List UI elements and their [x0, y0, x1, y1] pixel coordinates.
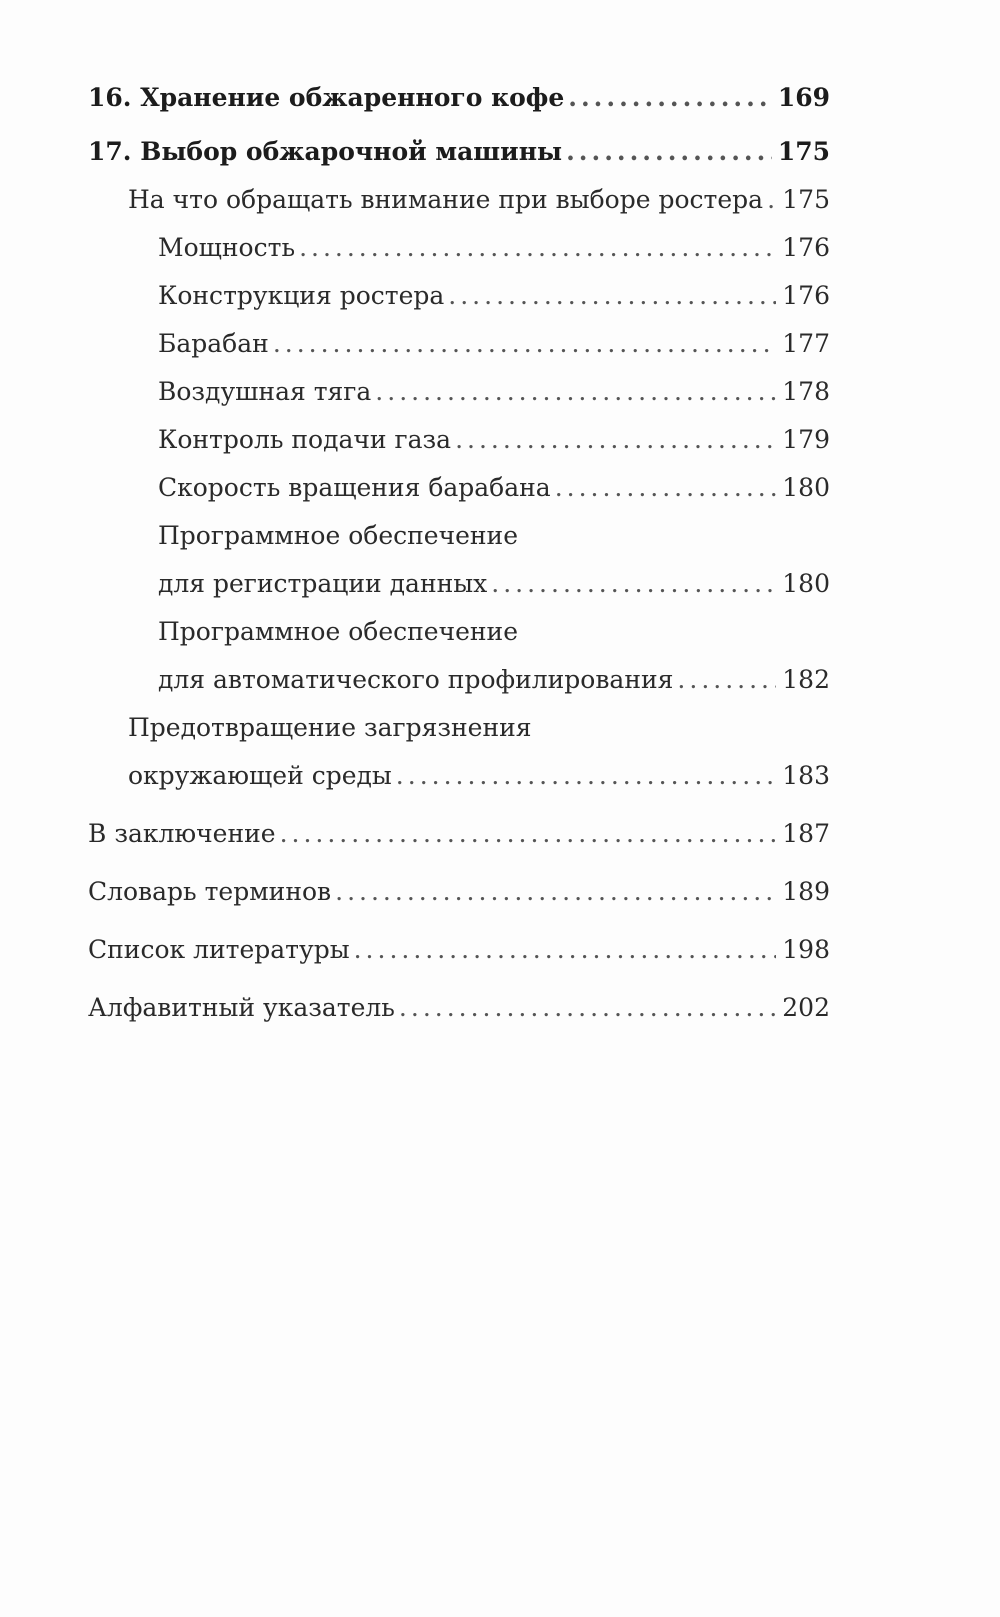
dot-leader — [375, 372, 776, 412]
dot-leader — [455, 420, 776, 460]
toc-entry-title: Алфавитный указатель — [88, 993, 395, 1022]
dot-leader — [491, 564, 776, 604]
toc-entry-back-matter[interactable] — [88, 930, 830, 970]
dot-leader — [677, 660, 776, 700]
toc-entry-subsection[interactable] — [88, 420, 830, 460]
dot-leader — [767, 180, 776, 220]
dot-leader — [335, 872, 776, 912]
toc-entry-page: 176 — [782, 233, 830, 262]
toc-entry-back-matter[interactable] — [88, 988, 830, 1028]
toc-entry-page: 180 — [782, 473, 830, 502]
dot-leader — [396, 756, 776, 796]
toc-entry-title: На что обращать внимание при выборе ростера — [128, 185, 764, 214]
dot-leader — [354, 930, 777, 970]
toc-entry-subsection[interactable] — [88, 276, 830, 316]
toc-entry-page: 180 — [782, 569, 830, 598]
toc-entry-title: Конструкция ростера — [158, 281, 445, 310]
toc-entry-back-matter[interactable] — [88, 814, 830, 854]
toc-entry-title: В заключение — [88, 819, 276, 848]
toc-entry-subsection[interactable] — [88, 228, 830, 268]
toc-entry-chapter-16[interactable] — [88, 78, 830, 118]
toc-entry-page: 177 — [782, 329, 830, 358]
toc-entry-title: 17. Выбор обжарочной машины — [88, 137, 563, 166]
toc-entry-chapter-17[interactable] — [88, 132, 830, 172]
toc-entry-page: 198 — [782, 935, 830, 964]
toc-entry-title: Мощность — [158, 233, 296, 262]
toc-entry-title-line2: для регистрации данных — [158, 569, 488, 598]
toc-entry-page: 182 — [782, 665, 830, 694]
toc-entry-subsection[interactable] — [88, 612, 830, 700]
dot-leader — [299, 228, 776, 268]
dot-leader — [566, 132, 772, 172]
dot-leader — [399, 988, 776, 1028]
toc-entry-title: Контроль подачи газа — [158, 425, 452, 454]
toc-entry-page: 175 — [782, 185, 830, 214]
toc-entry-page: 175 — [777, 137, 830, 166]
toc-entry-subsection[interactable] — [88, 468, 830, 508]
toc-entry-title-line2: для автоматического профилирования — [158, 665, 674, 694]
toc-entry-section[interactable] — [88, 708, 830, 796]
toc-entry-subsection[interactable] — [88, 516, 830, 604]
toc-entry-page: 169 — [777, 83, 830, 112]
toc-entry-section[interactable] — [88, 180, 830, 220]
toc-entry-page: 176 — [782, 281, 830, 310]
table-of-contents — [88, 78, 830, 1028]
toc-entry-title-line2: окружающей среды — [128, 761, 392, 790]
toc-entry-title: 16. Хранение обжаренного кофе — [88, 83, 565, 112]
toc-entry-page: 179 — [782, 425, 830, 454]
toc-entry-title: Барабан — [158, 329, 269, 358]
toc-entry-title-line1: Программное обеспечение — [158, 617, 519, 646]
toc-entry-title: Словарь терминов — [88, 877, 332, 906]
toc-entry-title-line1: Предотвращение загрязнения — [128, 713, 532, 742]
dot-leader — [448, 276, 776, 316]
toc-entry-page: 189 — [782, 877, 830, 906]
dot-leader — [280, 814, 777, 854]
toc-entry-subsection[interactable] — [88, 372, 830, 412]
toc-entry-page: 202 — [782, 993, 830, 1022]
toc-entry-back-matter[interactable] — [88, 872, 830, 912]
toc-entry-title: Скорость вращения барабана — [158, 473, 551, 502]
toc-entry-subsection[interactable] — [88, 324, 830, 364]
toc-entry-page: 187 — [782, 819, 830, 848]
dot-leader — [555, 468, 777, 508]
dot-leader — [273, 324, 776, 364]
toc-entry-page: 183 — [782, 761, 830, 790]
toc-entry-title-line1: Программное обеспечение — [158, 521, 519, 550]
toc-entry-page: 178 — [782, 377, 830, 406]
toc-entry-title: Воздушная тяга — [158, 377, 372, 406]
dot-leader — [568, 78, 772, 118]
toc-entry-title: Список литературы — [88, 935, 350, 964]
